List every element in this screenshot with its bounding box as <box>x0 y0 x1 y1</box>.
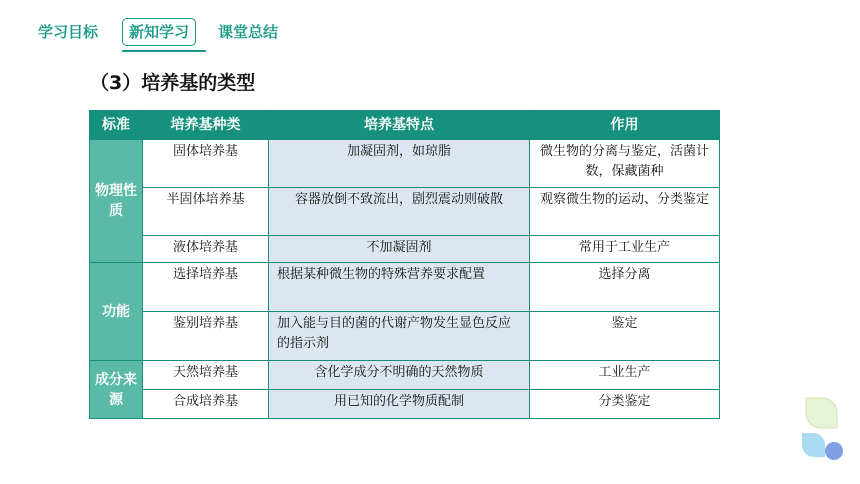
type-cell: 选择培养基 <box>143 263 269 312</box>
decorative-leaf-shape <box>802 433 825 457</box>
nav-tab-learning-goals[interactable]: 学习目标 <box>38 23 99 41</box>
category-cell-physical: 物理性质 <box>90 140 143 263</box>
category-cell-source: 成分来源 <box>90 361 143 419</box>
table-row <box>90 188 720 236</box>
table-row <box>90 140 720 188</box>
nav-tab-summary[interactable]: 课堂总结 <box>218 23 279 41</box>
feature-cell: 含化学成分不明确的天然物质 <box>269 361 530 390</box>
feature-cell: 不加凝固剂 <box>269 236 530 263</box>
table-header-row <box>90 111 720 140</box>
type-cell: 鉴别培养基 <box>143 312 269 361</box>
feature-cell: 加凝固剂，如琼脂 <box>269 140 530 188</box>
type-cell: 液体培养基 <box>143 236 269 263</box>
header-medium-feature: 培养基特点 <box>269 111 530 140</box>
feature-cell: 根据某种微生物的特殊营养要求配置 <box>269 263 530 312</box>
use-cell: 工业生产 <box>530 361 720 390</box>
table-row <box>90 263 720 312</box>
decorative-shapes <box>800 395 846 467</box>
use-cell: 分类鉴定 <box>530 390 720 419</box>
decorative-leaf-shape <box>806 398 837 428</box>
type-cell: 合成培养基 <box>143 390 269 419</box>
use-cell: 微生物的分离与鉴定，活菌计数，保藏菌种 <box>530 140 720 188</box>
table-row <box>90 236 720 263</box>
use-cell: 鉴定 <box>530 312 720 361</box>
header-medium-type: 培养基种类 <box>143 111 269 140</box>
feature-cell: 加入能与目的菌的代谢产物发生显色反应的指示剂 <box>269 312 530 361</box>
feature-cell: 容器放倒不致流出，剧烈震动则破散 <box>269 188 530 236</box>
table-row <box>90 390 720 419</box>
header-use: 作用 <box>530 111 720 140</box>
decorative-dot-shape <box>825 442 843 460</box>
nav-active-underline <box>122 50 206 52</box>
use-cell: 观察微生物的运动、分类鉴定 <box>530 188 720 236</box>
type-cell: 固体培养基 <box>143 140 269 188</box>
table-row <box>90 312 720 361</box>
category-cell-function: 功能 <box>90 263 143 361</box>
use-cell: 选择分离 <box>530 263 720 312</box>
type-cell: 天然培养基 <box>143 361 269 390</box>
use-cell: 常用于工业生产 <box>530 236 720 263</box>
feature-cell: 用已知的化学物质配制 <box>269 390 530 419</box>
section-heading: （3）培养基的类型 <box>90 72 256 94</box>
type-cell: 半固体培养基 <box>143 188 269 236</box>
header-standard: 标准 <box>90 111 143 140</box>
table-row <box>90 361 720 390</box>
nav-tab-new-knowledge[interactable]: 新知学习 <box>122 18 196 46</box>
culture-medium-types-table <box>89 110 720 419</box>
